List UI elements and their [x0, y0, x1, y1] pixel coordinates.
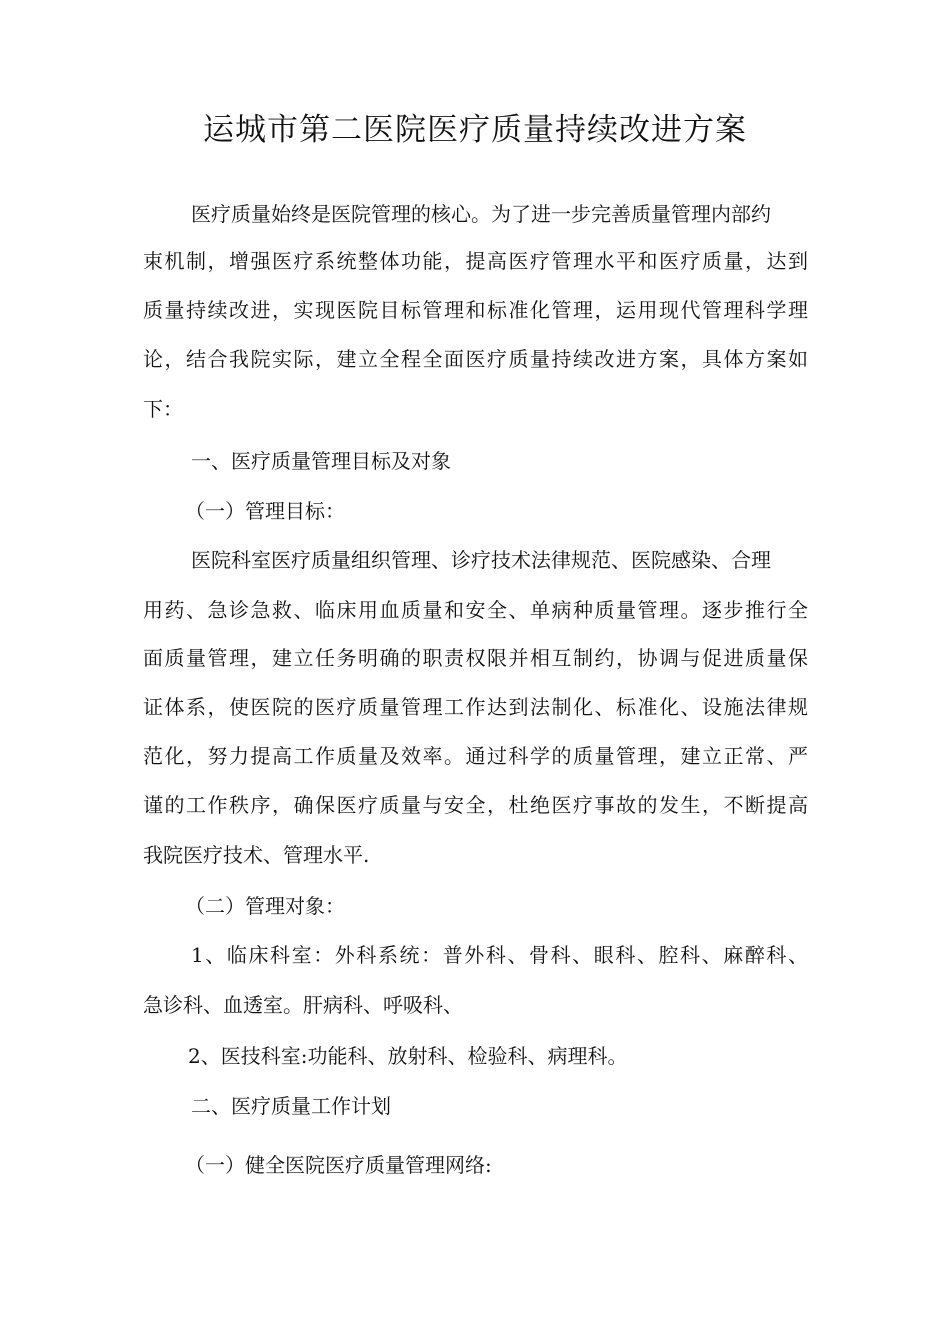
item-1-line-2: 急诊科、血透室。肝病科、呼吸科、 — [143, 993, 463, 1017]
subsection-3-heading: （一）健全医院医疗质量管理网络: — [185, 1153, 492, 1177]
item-2: 2、医技科室:功能科、放射科、检验科、病理科。 — [188, 1044, 628, 1068]
goals-line-1: 医院科室医疗质量组织管理、诊疗技术法律规范、医院感染、合理 — [191, 548, 771, 572]
subsection-1-heading: （一）管理目标： — [185, 499, 345, 523]
item-1-line-1: 1、临床科室：外科系统：普外科、骨科、眼科、腔科、麻醉科、 — [191, 943, 808, 967]
goals-line-7: 我院医疗技术、管理水平. — [143, 843, 370, 867]
goals-line-2: 用药、急诊急救、临床用血质量和安全、单病种质量管理。逐步推行全 — [143, 598, 808, 622]
intro-line-4: 论，结合我院实际，建立全程全面医疗质量持续改进方案，具体方案如 — [143, 347, 808, 371]
goals-line-3: 面质量管理，建立任务明确的职责权限并相互制约，协调与促进质量保 — [143, 646, 808, 670]
section-2-heading: 二、医疗质量工作计划 — [191, 1094, 391, 1118]
goals-line-6: 谨的工作秩序，确保医疗质量与安全，杜绝医疗事故的发生，不断提高 — [143, 793, 808, 817]
intro-line-2: 束机制，增强医疗系统整体功能，提高医疗管理水平和医疗质量，达到 — [143, 249, 808, 273]
intro-line-1: 医疗质量始终是医院管理的核心。为了进一步完善质量管理内部约 — [191, 202, 771, 226]
intro-line-3: 质量持续改进，实现医院目标管理和标准化管理，运用现代管理科学理 — [143, 298, 808, 322]
document-title: 运城市第二医院医疗质量持续改进方案 — [203, 112, 747, 148]
goals-line-4: 证体系，使医院的医疗质量管理工作达到法制化、标准化、设施法律规 — [143, 695, 808, 719]
goals-line-5: 范化，努力提高工作质量及效率。通过科学的质量管理，建立正常、严 — [143, 744, 808, 768]
subsection-2-heading: （二）管理对象： — [185, 894, 345, 918]
section-1-heading: 一、医疗质量管理目标及对象 — [191, 449, 451, 473]
intro-line-5: 下： — [143, 397, 183, 421]
